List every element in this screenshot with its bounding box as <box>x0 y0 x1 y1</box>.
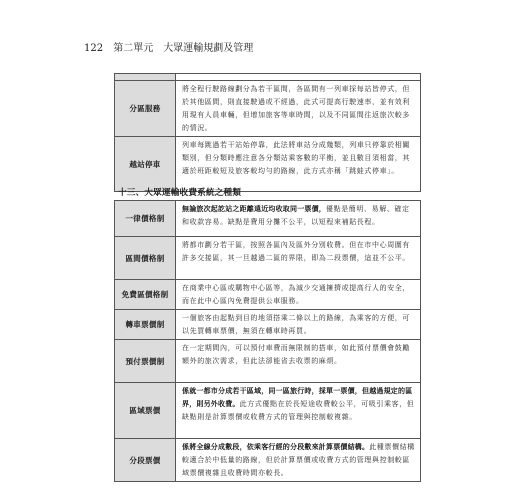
row-description <box>176 310 421 340</box>
section-title: 十三、大眾運輸收費系統之種類 <box>118 188 242 198</box>
row-label: 分段票價 <box>115 439 176 482</box>
row-description <box>176 383 421 439</box>
row-description <box>176 280 421 310</box>
table-row <box>115 310 421 340</box>
label-cell <box>115 74 176 81</box>
running-title: 第二單元 大眾運輸規劃及管理 <box>113 43 254 54</box>
table-row <box>115 280 421 310</box>
page-number: 122 <box>84 43 104 54</box>
row-label: 區間價格制 <box>115 237 176 280</box>
page-header <box>84 42 464 56</box>
row-label: 區域票價 <box>115 383 176 439</box>
row-description: 將全程行駛路線劃分為若干區間，各區間有一列車採每站皆停式，但於其他區間，則直接駛過或不經過，此式可提高行駛速率，並有效利用現有人員車輛，但增加旅客等車時間，以及不同區間往返旅次較多的情況。 <box>176 81 421 137</box>
row-label: 分區服務 <box>115 81 176 137</box>
row-detail-text: 此種票價結構較適合於中低量的路線，但於計算票價或收費方式的管理與控制較區域票價複雜且收費時間亦較長。 <box>182 443 415 477</box>
table-row <box>115 201 421 237</box>
row-label: 越站停車 <box>115 137 176 192</box>
row-description: 列車每跳過若干站始停靠，此法將車站分成幾類，列車只停靠於相關類別，但分類時應注意各分類站乘客數的平衡，並且數目須相當，其適於班距較短及旅客較均勻的路線，此方式亦稱「跳蛙式停車」。 <box>176 137 421 192</box>
table-row <box>115 237 421 280</box>
row-lead-text: 無論旅次起訖站之距離遠近均收取同一票價， <box>182 205 326 213</box>
table-row <box>115 137 421 192</box>
row-description <box>176 201 421 237</box>
description-cell <box>176 74 421 81</box>
row-label: 免費區價格制 <box>115 280 176 310</box>
table-row <box>115 74 421 81</box>
fare-system-table <box>114 200 421 482</box>
row-detail-text: 一個旅客由起點到目的地須搭乘二條以上的路線，為乘客的方便，可以先買轉車票價，無須在轉車時再買。 <box>182 314 410 335</box>
row-description <box>176 237 421 280</box>
row-lead-text: 係就一都市分成若干區域，同一區旅行時，採單一票價，但越過規定的區界，則另外收費。 <box>182 387 413 408</box>
row-description <box>176 439 421 482</box>
table-row <box>115 439 421 482</box>
table-row <box>115 340 421 383</box>
row-label: 轉車票價制 <box>115 310 176 340</box>
row-detail-text: 在一定期間內，可以預付車費而無限制的搭車，如此預付票價會鼓勵額外的旅次需求，但此法卻能省去收票的麻煩。 <box>182 344 410 365</box>
row-label: 預付票價制 <box>115 340 176 383</box>
row-lead-text: 係將全線分成數段，依乘客行經的分段數來計算票價結構。 <box>182 443 370 451</box>
row-detail-text: 優點是簡明、易解、確定和收款容易。缺點是費用分攤不公平，以短程來補貼長程。 <box>182 205 410 226</box>
row-description <box>176 340 421 383</box>
table-row <box>115 81 421 137</box>
row-detail-text: 在商業中心區或購物中心區等，為減少交通擁擠或提高行人的安全，而在此中心區內免費提供公車服務。 <box>182 284 410 305</box>
row-detail-text: 將都市劃分若干區，按照各區內及區外分別收費。但在市中心周圍有許多交接區，其一旦越過二區的界限，即為二段票價，這並不公平。 <box>182 241 410 262</box>
row-detail-text: 此方式優點在於長短途收費較公平，可吸引乘客，但缺點則是計算票價或收費方式的管理與控制較複雜。 <box>182 400 415 421</box>
service-type-table <box>114 73 421 192</box>
table-row <box>115 383 421 439</box>
row-label: 一律價格制 <box>115 201 176 237</box>
